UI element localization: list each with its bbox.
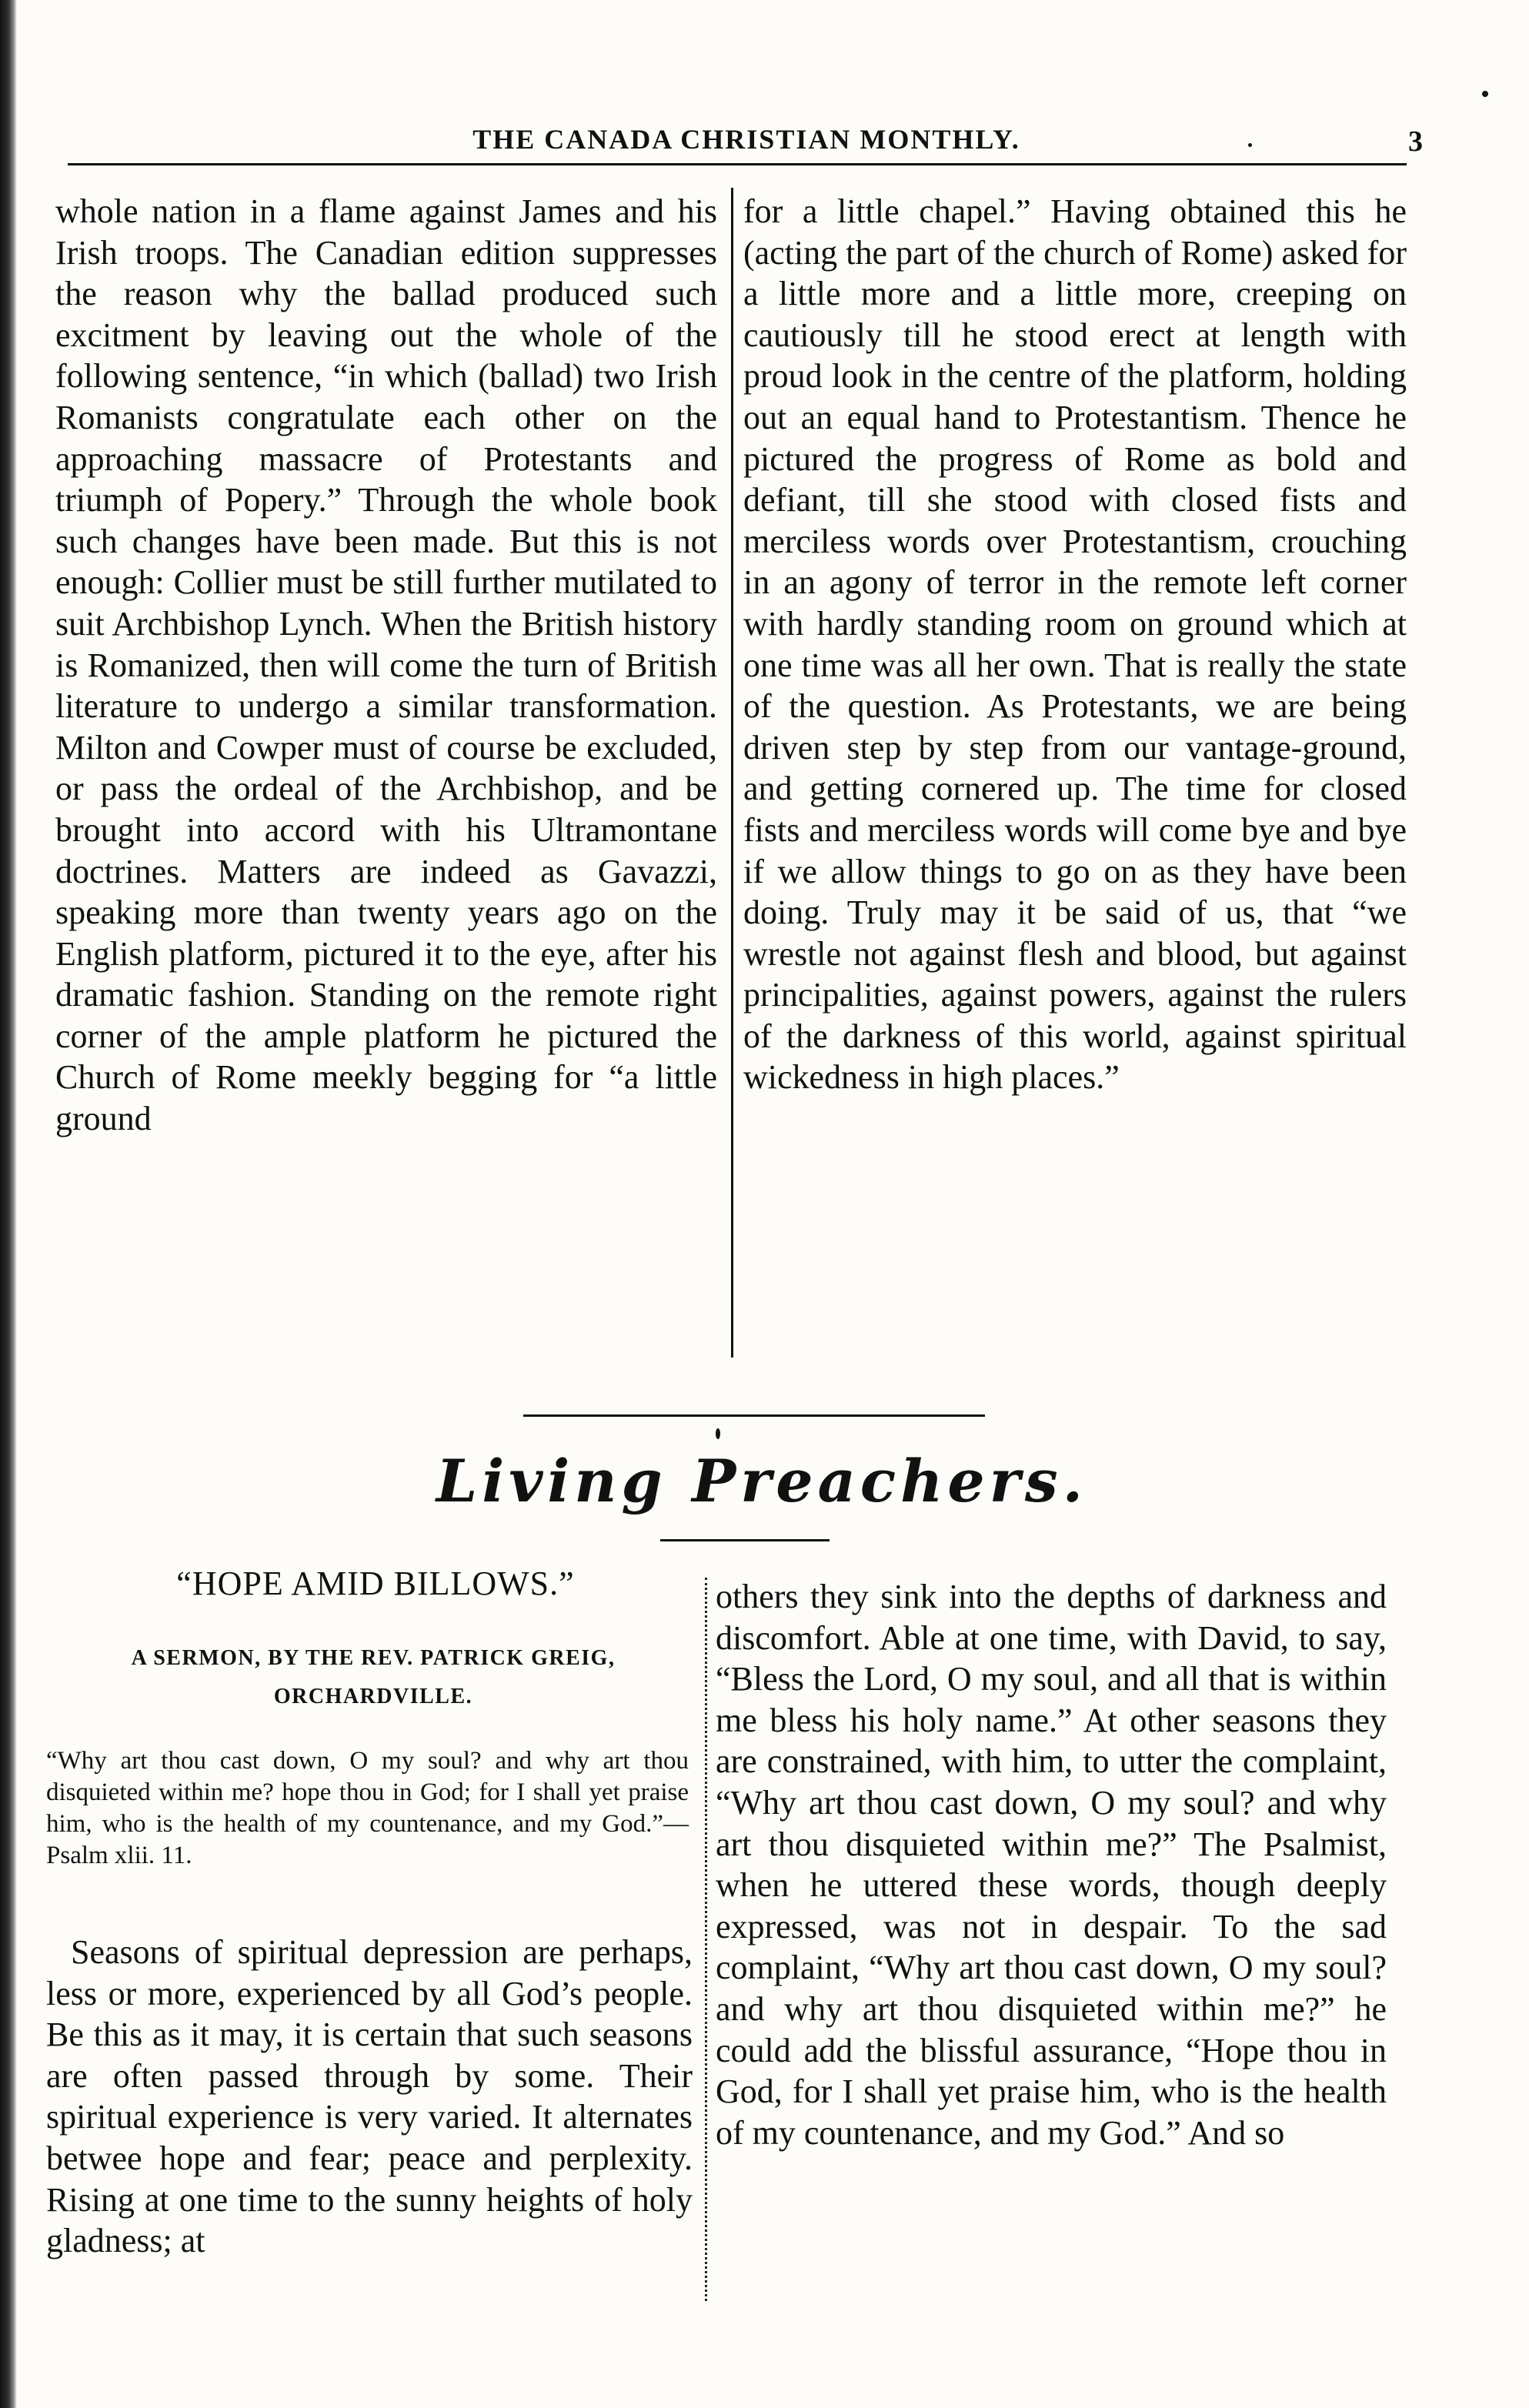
byline-place: ORCHARDVILLE. xyxy=(273,1685,473,1708)
paragraph: others they sink into the depths of darkness and discomfort. Able at one time, with David, to say, “Bless the Lord, O my soul, and all that is within me bless his holy name.” At other seasons they are constrained, with him, to utter the complaint, “Why art thou cast down, O my soul? and why art thou disquieted within me?” The Psalmist, when he uttered these words, though deeply expressed, was not in despair. To the sad complaint, “Why art thou cast down, O my soul? and why art thou disquieted within me?” he could add the blissful assurance, “Hope thou in God, for I shall yet praise him, who is the health of my countenance, and my God.” And so xyxy=(716,1578,1387,2152)
sermon-byline xyxy=(46,1639,700,1716)
speck-mark xyxy=(1482,91,1488,97)
section-divider-top xyxy=(523,1414,985,1417)
sermon-left-column xyxy=(46,1932,693,2262)
paragraph: Seasons of spiritual depression are perhaps, less or more, experienced by all God’s people. Be this as it may, it is certain that such seasons are often passed through by some. Their spiritual experience is very varied. It alternates betwee hope and fear; peace and perplexity. Rising at one time to the sunny heights of holy gladness; at xyxy=(46,1933,693,2260)
top-left-column xyxy=(55,191,717,1140)
section-title: Living Preachers. xyxy=(436,1447,1088,1515)
column-rule xyxy=(731,188,733,1358)
header-rule xyxy=(68,163,1407,165)
running-title: THE CANADA CHRISTIAN MONTHLY. xyxy=(472,124,1020,155)
speck-mark xyxy=(716,1428,720,1439)
page-number: 3 xyxy=(1408,125,1423,158)
epigraph-text: “Why art thou cast down, O my soul? and why art thou disquieted within me? hope thou in God; for I shall yet praise him, who is the health of my countenance, and my God.”—Psalm xlii. 11. xyxy=(46,1747,689,1869)
sermon-right-column xyxy=(716,1576,1387,2153)
binding-shadow xyxy=(0,0,17,2408)
paragraph: whole nation in a flame against James and his Irish troops. The Canadian edition suppresses the reason why the ballad produced such excitment by leaving out the whole of the following sentence, “in which (ballad) two Irish Romanists congratulate each other on the approaching massacre of Protestants and triumph of Popery.” Through the whole book such changes have been made. But this is not enough: Collier must be still further mutilated to suit Archbishop Lynch. When the British history is Romanized, then will come the turn of British literature to undergo a similar transformation. Milton and Cowper must of course be excluded, or pass the ordeal of the Archbishop, and be brought into accord with his Ultramontane doctrines. Matters are indeed as Gavazzi, speaking more than twenty years ago on the English platform, pictured it to the eye, after his dramatic fashion. Standing on the remote right corner of the ample platform he pictured the Church of Rome meekly begging for “a little ground xyxy=(55,192,717,1138)
column-rule xyxy=(705,1578,707,2301)
sermon-title: “HOPE AMID BILLOWS.” xyxy=(176,1565,575,1602)
paragraph: for a little chapel.” Having obtained this he (acting the part of the church of Rome) asked for a little more and a little more, creeping on cautiously till he stood erect at length with proud look in the centre of the platform, holding out an equal hand to Protestantism. Thence he pictured the progress of Rome as bold and defiant, till she stood with closed fists and merciless words over Protestantism, crouching in an agony of terror in the remote left corner with hardly standing room on ground which at one time was all her own. That is really the state of the question. As Protestants, we are being driven step by step from our vantage-ground, and getting cornered up. The time for closed fists and merciless words will come bye and bye if we allow things to go on as they have been doing. Truly may it be said of us, that “we wrestle not against flesh and blood, but against principalities, against powers, against the rulers of the darkness of this world, against spiritual wickedness in high places.” xyxy=(743,192,1407,1097)
byline-author: A SERMON, BY THE REV. PATRICK GREIG, xyxy=(131,1646,616,1670)
epigraph xyxy=(46,1745,689,1872)
section-divider-bottom xyxy=(660,1539,830,1541)
top-right-column xyxy=(743,191,1407,1098)
